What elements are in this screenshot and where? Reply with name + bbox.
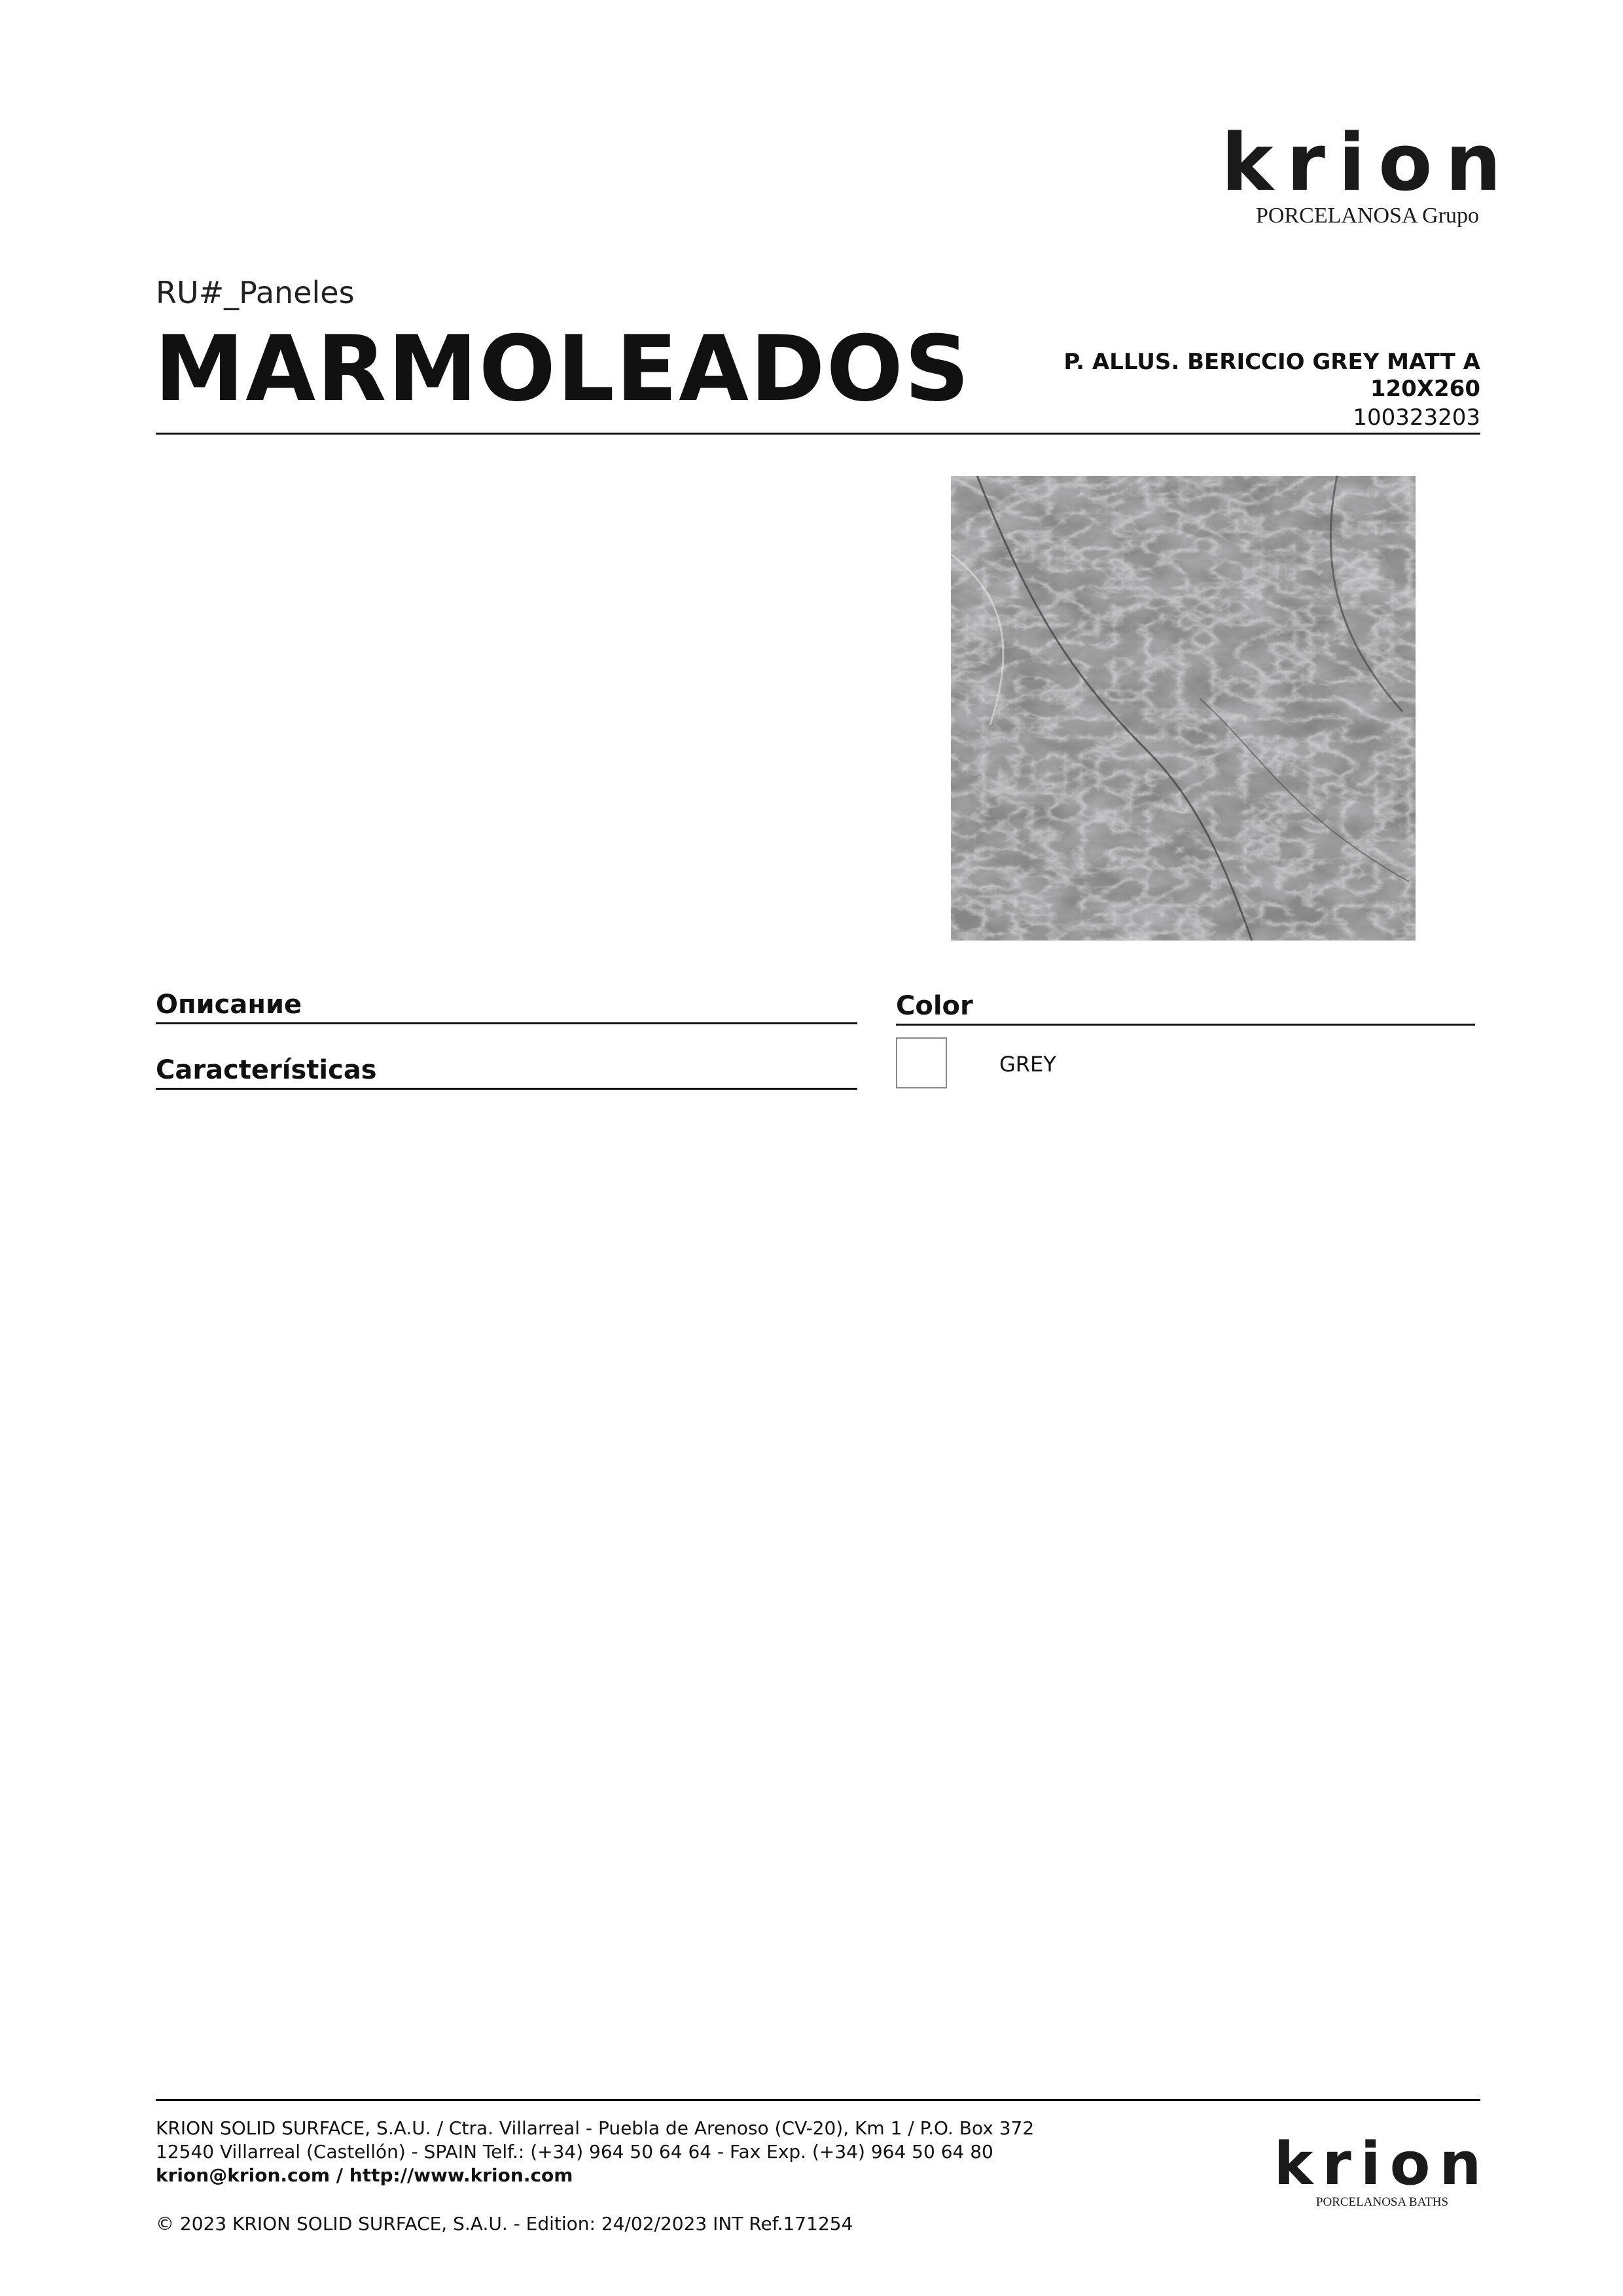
description-divider — [156, 1022, 857, 1024]
description-heading: Описание — [156, 990, 302, 1020]
krion-logo — [1221, 118, 1514, 232]
product-size: 120X260 — [1370, 376, 1480, 402]
footer-links — [156, 2164, 573, 2187]
color-heading: Color — [896, 991, 973, 1021]
product-name: P. ALLUS. BERICCIO GREY MATT A — [1063, 349, 1480, 375]
color-name: GREY — [999, 1052, 1056, 1077]
characteristics-heading: Características — [156, 1055, 377, 1085]
product-code: 100323203 — [1353, 404, 1480, 431]
footer-copyright: © 2023 KRION SOLID SURFACE, S.A.U. - Edition: 24/02/2023 INT Ref.171254 — [156, 2213, 853, 2234]
krion-baths-logo — [1274, 2130, 1491, 2210]
footer-divider — [156, 2099, 1480, 2101]
product-image — [951, 476, 1416, 941]
characteristics-divider — [156, 1088, 857, 1090]
footer-logo-subtitle: PORCELANOSA BATHS — [1315, 2195, 1449, 2209]
logo-word: krion — [1221, 118, 1514, 209]
website-link[interactable]: http://www.krion.com — [349, 2164, 573, 2186]
footer-logo-word: krion — [1274, 2130, 1491, 2198]
logo-subtitle: PORCELANOSA Grupo — [1256, 204, 1479, 228]
link-separator: / — [330, 2164, 349, 2186]
email-link[interactable]: krion@krion.com — [156, 2164, 330, 2186]
header-divider — [156, 433, 1480, 435]
color-divider — [896, 1024, 1475, 1026]
footer-address: KRION SOLID SURFACE, S.A.U. / Ctra. Villarreal - Puebla de Arenoso (CV-20), Km 1 / P.O. Box 372 — [156, 2117, 1035, 2139]
footer-contact: 12540 Villarreal (Castellón) - SPAIN Telf.: (+34) 964 50 64 64 - Fax Exp. (+34) 964 50 64 80 — [156, 2141, 993, 2162]
color-swatch — [896, 1037, 947, 1088]
page-title: MARMOLEADOS — [154, 316, 971, 422]
document-category: RU#_Paneles — [156, 275, 355, 310]
